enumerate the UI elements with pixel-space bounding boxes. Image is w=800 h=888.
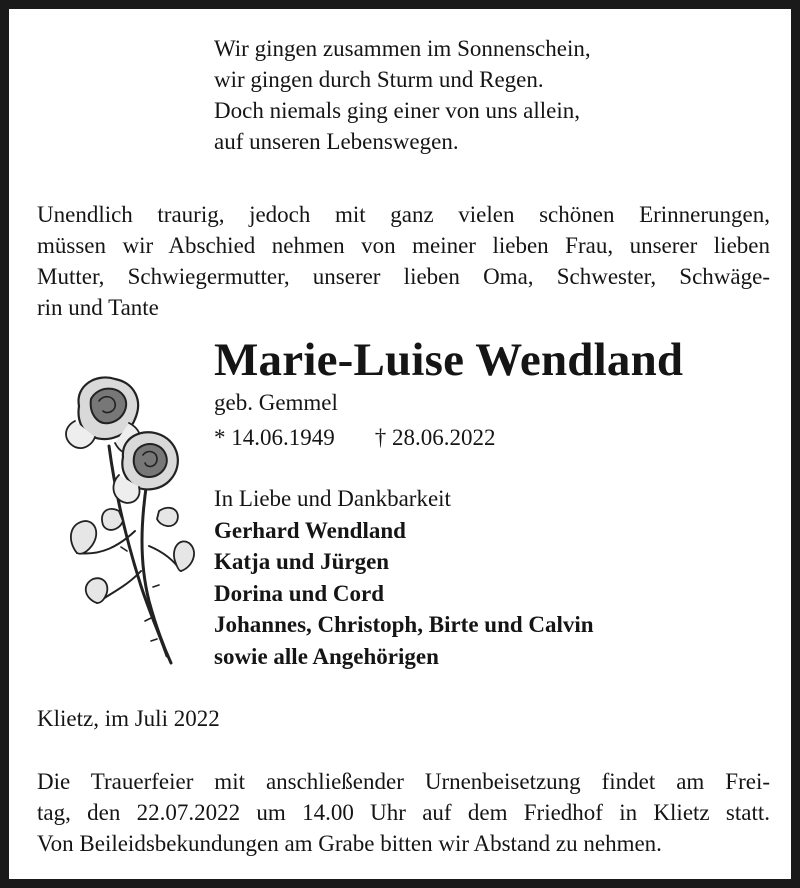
intro-line: Unendlich traurig, jedoch mit ganz vielen schönen Erinnerungen, <box>37 202 770 227</box>
birth-name: geb. Gemmel <box>214 390 338 415</box>
mourner: sowie alle Angehörigen <box>214 643 439 669</box>
mourner: Johannes, Christoph, Birte und Calvin <box>214 612 594 637</box>
deceased-info <box>214 387 496 453</box>
mourners-opening: In Liebe und Dankbarkeit <box>214 486 451 511</box>
intro-line: Mutter, Schwiegermutter, unserer lieben Oma, Schwester, Schwäge- <box>37 264 770 289</box>
death-date: † 28.06.2022 <box>374 425 496 450</box>
intro-text <box>37 199 770 323</box>
poem <box>214 33 591 157</box>
poem-line: Wir gingen zusammen im Sonnenschein, <box>214 36 591 61</box>
funeral-info-line: tag, den 22.07.2022 um 14.00 Uhr auf dem Friedhof in Klietz statt. <box>37 800 770 825</box>
poem-line: auf unseren Lebenswegen. <box>214 129 459 154</box>
intro-line: rin und Tante <box>37 295 159 320</box>
mourner: Dorina und Cord <box>214 580 384 606</box>
birth-date: * 14.06.1949 <box>214 425 335 450</box>
mourner: Katja und Jürgen <box>214 549 390 574</box>
mourners-block <box>214 483 594 672</box>
mourner: Gerhard Wendland <box>214 517 406 543</box>
roses-icon <box>49 371 199 671</box>
deceased-name: Marie-Luise Wendland <box>214 334 684 386</box>
life-dates <box>214 422 496 453</box>
poem-line: wir gingen durch Sturm und Regen. <box>214 67 544 92</box>
funeral-info-line: Die Trauerfeier mit anschließender Urnenbeisetzung findet am Frei- <box>37 769 770 794</box>
funeral-info <box>37 766 770 859</box>
place-and-date: Klietz, im Juli 2022 <box>37 706 220 731</box>
funeral-info-line: Von Beileidsbekundungen am Grabe bitten wir Abstand zu nehmen. <box>37 831 662 856</box>
poem-line: Doch niemals ging einer von uns allein, <box>214 98 581 123</box>
intro-line: müssen wir Abschied nehmen von meiner lieben Frau, unserer lieben <box>37 233 770 258</box>
